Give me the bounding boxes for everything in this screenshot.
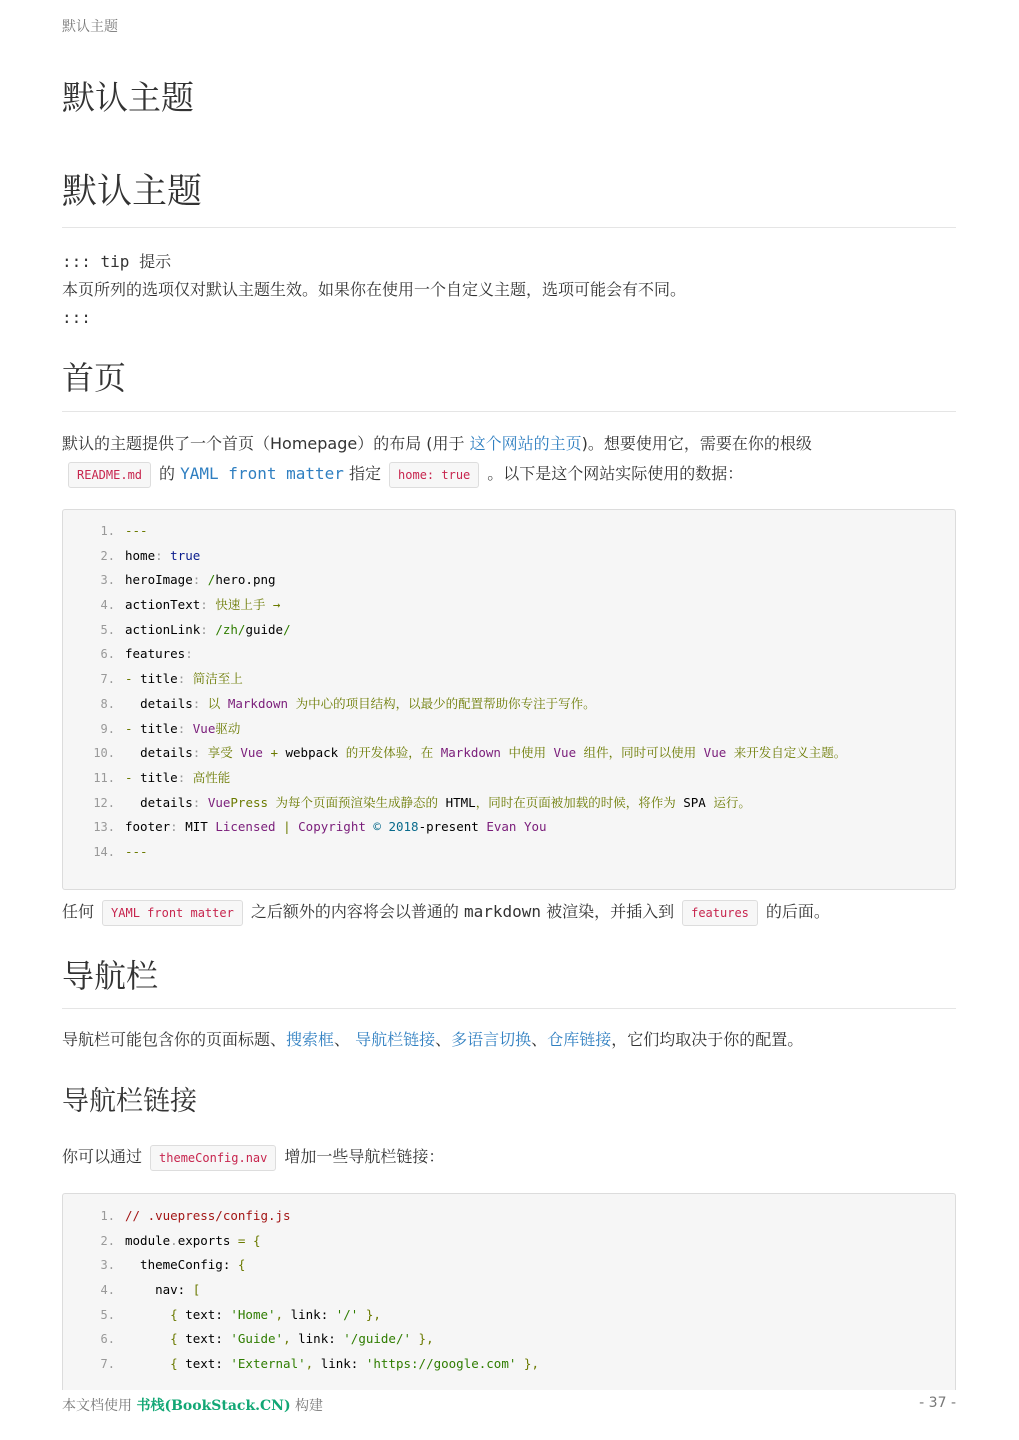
heading-divider (62, 1008, 956, 1009)
document-title: 默认主题 (62, 78, 194, 117)
code-text: module.exports = { (125, 1232, 261, 1248)
code-line (63, 1229, 955, 1254)
code-text: nav: [ (125, 1282, 201, 1298)
footer-brand-link[interactable]: 书栈(BookStack.CN) (136, 1398, 291, 1414)
footer-suffix: 构建 (290, 1398, 324, 1414)
heading-divider (62, 411, 956, 412)
footer-prefix: 本文档使用 (62, 1398, 137, 1414)
text: ，它们均取决于你的配置。 (611, 1030, 804, 1049)
frontmatter-note-paragraph (62, 897, 956, 927)
line-number: 11. (93, 770, 115, 785)
repo-link[interactable]: 仓库链接 (547, 1030, 612, 1049)
line-number: 1. (100, 1209, 115, 1223)
code-text: themeConfig: { (125, 1257, 246, 1273)
code-text: actionText: 快速上手 → (125, 597, 281, 613)
code-text: details: 享受 Vue + webpack 的开发体验，在 Markdown 中使用 Vue 组件，同时可以使用 Vue 来开发自定义主题。 (140, 745, 847, 761)
code-text: - title: Vue驱动 (125, 720, 241, 736)
code-text: { text: 'External', link: 'https://google.com' }, (170, 1356, 539, 1372)
code-text: { text: 'Home', link: '/' }, (170, 1306, 381, 1322)
code-line (63, 642, 955, 667)
code-text: // .vuepress/config.js (125, 1208, 291, 1223)
code-line (63, 519, 955, 544)
text: 指定 (349, 464, 382, 483)
inline-code-theme-config-nav: themeConfig.nav (150, 1145, 276, 1171)
tip-open-marker: ::: tip 提示 (62, 252, 172, 271)
line-number: 4. (100, 598, 115, 613)
navbar-paragraph (62, 1025, 956, 1055)
text: 。以下是这个网站实际使用的数据： (487, 464, 744, 483)
line-number: 5. (100, 1307, 115, 1322)
code-text: --- (125, 523, 148, 538)
nav-links-paragraph (62, 1142, 956, 1172)
code-line (63, 667, 955, 692)
yaml-front-matter-link[interactable]: YAML front matter (180, 464, 344, 483)
section-heading-navbar: 导航栏 (62, 957, 159, 995)
code-text: - title: 简洁至上 (125, 671, 243, 687)
text: 、 (435, 1030, 452, 1049)
line-number: 1. (100, 524, 115, 538)
inline-code-readme: README.md (68, 462, 151, 488)
line-number: 5. (100, 622, 115, 637)
text: 你可以通过 (62, 1147, 143, 1166)
text: 的后面。 (765, 902, 830, 921)
line-number: 9. (100, 721, 115, 736)
code-line (63, 1204, 955, 1229)
line-number: 7. (100, 1357, 115, 1372)
code-text: actionLink: /zh/guide/ (125, 621, 291, 637)
inline-code-features: features (682, 900, 758, 926)
code-line (63, 741, 955, 766)
code-block-frontmatter (62, 509, 956, 890)
code-text: footer: MIT Licensed | Copyright © 2018-present Evan You (125, 819, 547, 835)
text: 增加一些导航栏链接： (284, 1147, 445, 1166)
text: 的 (159, 464, 176, 483)
tip-body: 本页所列的选项仅对默认主题生效。如果你在使用一个自定义主题，选项可能会有不同。 (62, 280, 687, 299)
code-text: --- (125, 843, 148, 859)
code-text: - title: 高性能 (125, 769, 231, 785)
line-number: 12. (93, 795, 115, 810)
line-number: 10. (93, 746, 115, 761)
code-line (63, 1278, 955, 1303)
code-line (63, 791, 955, 816)
line-number: 2. (100, 1233, 115, 1248)
running-header: 默认主题 (62, 19, 118, 35)
line-number: 6. (100, 647, 115, 662)
text-mono: markdown (463, 902, 541, 921)
tip-close-marker: ::: (62, 308, 91, 327)
text: 任何 (62, 902, 95, 921)
inline-code-home-true: home: true (389, 462, 479, 488)
line-number: 2. (100, 548, 115, 563)
navbar-links-link[interactable]: 导航栏链接 (355, 1030, 436, 1049)
line-number: 4. (100, 1283, 115, 1298)
code-line (63, 840, 955, 865)
text: 被渲染，并插入到 (541, 902, 675, 921)
code-line (63, 692, 955, 717)
code-text: home: true (125, 547, 201, 563)
line-number: 8. (100, 696, 115, 711)
page-title: 默认主题 (62, 172, 203, 212)
code-line (63, 1303, 955, 1328)
text: 默认的主题提供了一个首页（Homepage）的布局 (用于 (62, 434, 470, 453)
code-line (63, 593, 955, 618)
search-box-link[interactable]: 搜索框 (286, 1030, 335, 1049)
page-footer (62, 1395, 956, 1415)
code-line (63, 1327, 955, 1352)
code-line (63, 544, 955, 569)
heading-divider (62, 227, 956, 228)
page-number: - 37 - (919, 1395, 956, 1411)
line-number: 14. (93, 844, 115, 859)
text: 、 (531, 1030, 548, 1049)
code-block-config (62, 1193, 956, 1390)
line-number: 3. (100, 1258, 115, 1273)
line-number: 6. (100, 1332, 115, 1347)
code-text: { text: 'Guide', link: '/guide/' }, (170, 1331, 434, 1347)
text: 、 (334, 1030, 356, 1049)
line-number: 7. (100, 672, 115, 687)
text: )。想要使用它，需要在你的根级 (581, 434, 812, 453)
code-line (63, 618, 955, 643)
code-line (63, 568, 955, 593)
inline-code-yaml-front-matter: YAML front matter (102, 900, 243, 926)
subsection-heading-nav-links: 导航栏链接 (62, 1086, 197, 1117)
line-number: 13. (93, 820, 115, 835)
code-line (63, 1352, 955, 1377)
section-heading-homepage: 首页 (62, 359, 127, 397)
tip-block (62, 248, 956, 332)
code-text: details: VuePress 为每个页面预渲染生成静态的 HTML，同时在页面被加载的时候，将作为 SPA 运行。 (140, 794, 751, 810)
line-number: 3. (100, 573, 115, 588)
homepage-link[interactable]: 这个网站的主页 (469, 434, 582, 453)
homepage-paragraph (62, 429, 956, 489)
code-line (63, 815, 955, 840)
text: 之后额外的内容将会以普通的 (250, 902, 464, 921)
code-text: features: (125, 646, 193, 662)
code-line (63, 1253, 955, 1278)
text: 导航栏可能包含你的页面标题、 (62, 1030, 287, 1049)
i18n-switch-link[interactable]: 多语言切换 (451, 1030, 532, 1049)
code-line (63, 717, 955, 742)
code-line (63, 766, 955, 791)
code-text: details: 以 Markdown 为中心的项目结构，以最少的配置帮助你专注于写作。 (140, 695, 596, 711)
code-text: heroImage: /hero.png (125, 572, 276, 588)
